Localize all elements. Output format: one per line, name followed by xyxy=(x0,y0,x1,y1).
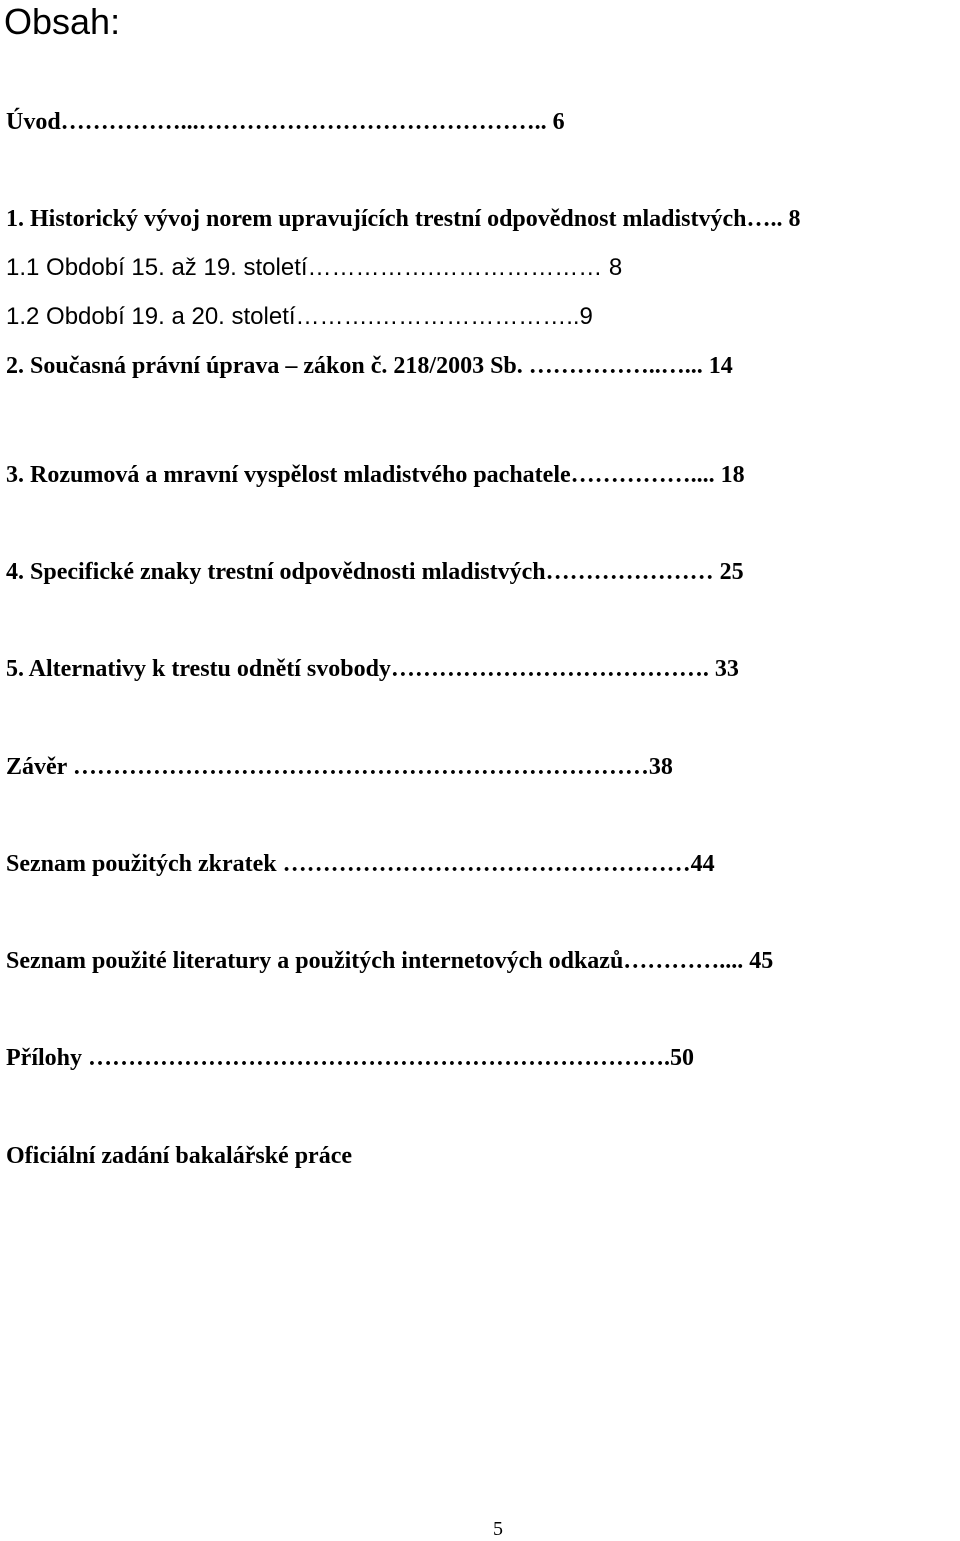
toc-entry-chapter-5: 5. Alternativy k trestu odnětí svobody…………………………………. 33 xyxy=(6,656,739,682)
toc-entry-chapter-3: 3. Rozumová a mravní vyspělost mladistvého pachatele…………….... 18 xyxy=(6,462,745,488)
toc-entry-chapter-2: 2. Současná právní úprava – zákon č. 218/2003 Sb. ……………..…... 14 xyxy=(6,353,733,379)
toc-entry-chapter-4: 4. Specifické znaky trestní odpovědnosti mladistvých………………… 25 xyxy=(6,559,744,585)
toc-entry-section-1-2: 1.2 Období 19. a 20. století……….……………………..9 xyxy=(6,303,593,330)
toc-entry-bibliography: Seznam použité literatury a použitých internetových odkazů………….... 45 xyxy=(6,948,774,974)
page-title: Obsah: xyxy=(4,1,121,42)
toc-entry-chapter-1: 1. Historický vývoj norem upravujících trestní odpovědnost mladistvých….. 8 xyxy=(6,206,801,232)
page-number: 5 xyxy=(493,1518,503,1540)
toc-entry-official-assignment: Oficiální zadání bakalářské práce xyxy=(6,1143,353,1169)
toc-entry-conclusion: Závěr ………………………………………………………………38 xyxy=(6,754,673,780)
toc-entry-introduction: Úvod……………...…………………………………….. 6 xyxy=(6,109,565,135)
toc-entry-appendices: Přílohy ……………………………………………………………….50 xyxy=(6,1045,694,1071)
toc-entry-section-1-1: 1.1 Období 15. až 19. století…………….………………… 8 xyxy=(6,254,623,281)
toc-entry-abbreviations: Seznam použitých zkratek ……………………………………………44 xyxy=(6,851,715,877)
